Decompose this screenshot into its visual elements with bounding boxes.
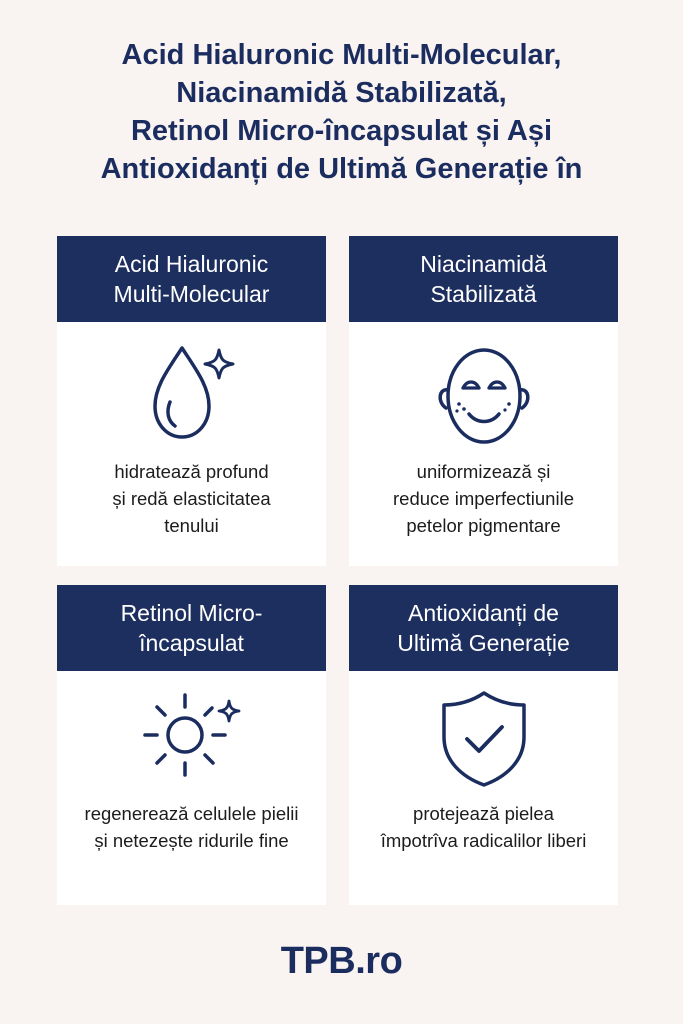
card-description-line: regenerează celulele pielii [84, 803, 299, 824]
water-drop-sparkle-icon [57, 344, 326, 444]
brand-logo: TPB.ro [280, 940, 403, 982]
card-description-line: uniformizează și [416, 461, 551, 482]
card-description [349, 458, 618, 539]
card-heading [57, 585, 326, 671]
card-heading-line: Ultimă Generație [397, 630, 570, 656]
ingredient-card-niacinamide [349, 236, 618, 566]
title-line: Retinol Micro-încapsulat și Ași [130, 115, 553, 147]
card-heading-line: Stabilizată [430, 281, 537, 307]
card-description [349, 800, 618, 854]
card-heading [57, 236, 326, 322]
face-icon [349, 344, 618, 448]
ingredient-card-hyaluronic [57, 236, 326, 566]
card-description-line: protejează pielea [413, 803, 554, 824]
card-heading-line: încapsulat [139, 630, 244, 656]
card-description-line: și redă elasticitatea [112, 488, 271, 509]
sun-sparkle-icon [57, 687, 326, 779]
card-heading-line: Multi-Molecular [113, 281, 270, 307]
card-description-line: împotrîva radicalilor liberi [380, 830, 587, 851]
card-heading-line: Niacinamidă [420, 251, 547, 277]
ingredient-card-retinol [57, 585, 326, 905]
ingredient-card-antioxidants [349, 585, 618, 905]
page-title [30, 36, 653, 188]
card-description [57, 800, 326, 854]
card-heading-line: Retinol Micro- [120, 600, 263, 626]
card-description-line: petelor pigmentare [406, 515, 561, 536]
card-heading [349, 236, 618, 322]
card-description-line: tenului [164, 515, 219, 536]
shield-check-icon [349, 689, 618, 789]
title-line: Antioxidanți de Ultimă Generație în [100, 153, 583, 185]
card-description-line: reduce imperfectiunile [393, 488, 574, 509]
title-line: Acid Hialuronic Multi-Molecular, [121, 39, 562, 71]
card-heading [349, 585, 618, 671]
card-description [57, 458, 326, 539]
title-line: Niacinamidă Stabilizată, [176, 77, 507, 109]
card-description-line: și netezește ridurile fine [94, 830, 289, 851]
card-heading-line: Acid Hialuronic [114, 251, 269, 277]
card-description-line: hidratează profund [114, 461, 269, 482]
card-heading-line: Antioxidanți de [408, 600, 559, 626]
